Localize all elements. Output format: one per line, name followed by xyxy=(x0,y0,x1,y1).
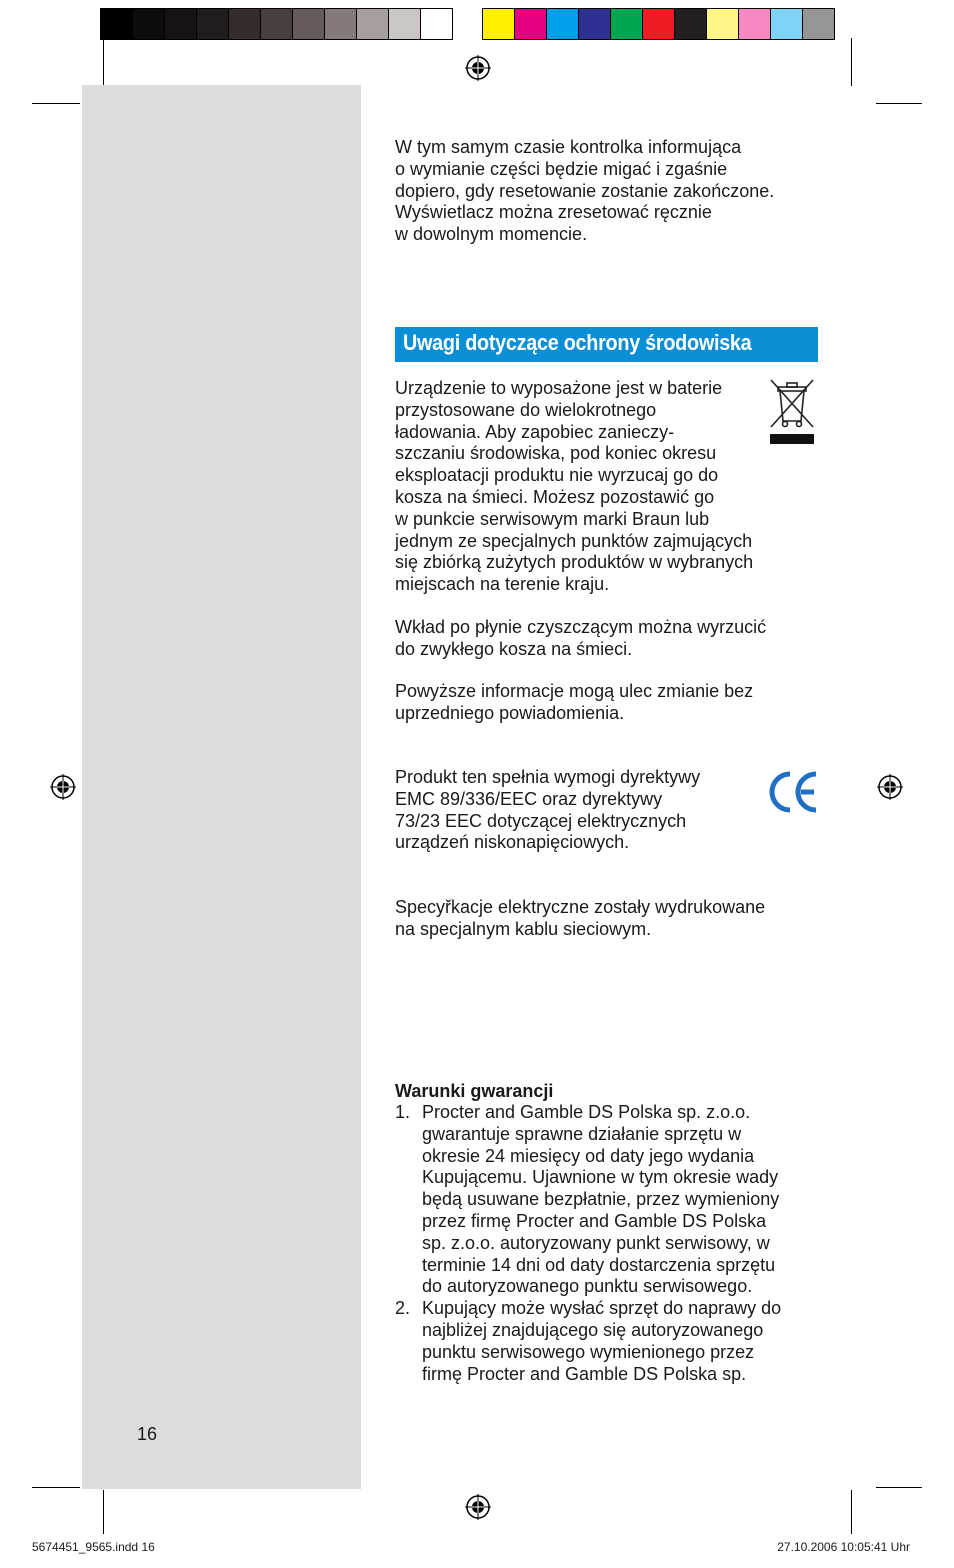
color-swatch xyxy=(706,8,739,40)
section-heading-text: Uwagi dotyczące ochrony środowiska xyxy=(403,330,752,355)
section-heading-environment xyxy=(395,327,818,362)
text-line: przez firmę Procter and Gamble DS Polska xyxy=(422,1210,767,1231)
text-line: do zwykłego kosza na śmieci. xyxy=(395,638,633,659)
color-swatch xyxy=(260,8,293,40)
warranty-list xyxy=(395,1102,825,1385)
crop-mark xyxy=(32,103,80,104)
environment-paragraph-1 xyxy=(395,378,753,596)
text-line: Procter and Gamble DS Polska sp. z.o.o. xyxy=(422,1102,751,1122)
registration-mark-icon xyxy=(877,774,903,800)
color-swatch xyxy=(482,8,515,40)
color-swatch xyxy=(514,8,547,40)
ce-paragraph xyxy=(395,767,700,854)
registration-mark-icon xyxy=(50,774,76,800)
registration-mark-icon xyxy=(465,1494,491,1520)
text-line: sp. z.o.o. autoryzowany punkt serwisowy, w xyxy=(422,1232,770,1253)
color-swatch xyxy=(196,8,229,40)
text-line: terminie 14 dni od daty dostarczenia sprzętu xyxy=(422,1254,776,1275)
text-line: Wyświetlacz można zresetować ręcznie xyxy=(395,202,712,223)
footer-file-info: 5674451_9565.indd 16 xyxy=(32,1540,155,1554)
text-line: najbliżej znajdującego się autoryzowanego xyxy=(422,1319,764,1340)
text-line: dopiero, gdy resetowanie zostanie zakończone. xyxy=(395,180,775,201)
crop-mark xyxy=(851,1490,852,1534)
text-line: Kupującemu. Ujawnione w tym okresie wady xyxy=(422,1167,779,1188)
text-line: Kupujący może wysłać sprzęt do naprawy do xyxy=(422,1298,782,1319)
list-item-number: 1. xyxy=(395,1102,411,1122)
text-line: 73/23 EEC dotyczącej elektrycznych xyxy=(395,810,687,831)
text-line: punktu serwisowego wymienionego przez xyxy=(422,1341,755,1362)
text-line: się zbiórką zużytych produktów w wybranych xyxy=(395,552,754,573)
text-line: firmę Procter and Gamble DS Polska sp. xyxy=(422,1363,747,1384)
list-item xyxy=(395,1102,825,1298)
color-swatch xyxy=(610,8,643,40)
spec-paragraph xyxy=(395,897,765,941)
color-swatch xyxy=(388,8,421,40)
color-swatch xyxy=(674,8,707,40)
text-line: gwarantuje sprawne działanie sprzętu w xyxy=(422,1123,742,1144)
color-swatch xyxy=(356,8,389,40)
text-line: miejscach na terenie kraju. xyxy=(395,574,610,595)
color-swatch xyxy=(292,8,325,40)
text-line: okresie 24 miesięcy od daty jego wydania xyxy=(422,1145,755,1166)
color-swatch xyxy=(578,8,611,40)
gray-margin-panel xyxy=(82,85,361,1489)
color-swatch xyxy=(420,8,453,40)
text-line: ładowania. Aby zapobiec zanieczy- xyxy=(395,421,675,442)
text-line: o wymianie części będzie migać i zgaśnie xyxy=(395,158,728,179)
text-line: szczaniu środowiska, pod koniec okresu xyxy=(395,443,717,464)
text-line: Specyřkacje elektryczne zostały wydrukowane xyxy=(395,897,766,917)
crop-mark xyxy=(851,38,852,86)
process-color-bar xyxy=(482,8,834,42)
text-line: uprzedniego powiadomienia. xyxy=(395,702,625,723)
text-line: na specjalnym kablu sieciowym. xyxy=(395,918,652,939)
text-line: będą usuwane bezpłatnie, przez wymieniony xyxy=(422,1189,780,1210)
color-swatch xyxy=(802,8,835,40)
text-line: Wkład po płynie czyszczącym można wyrzucić xyxy=(395,617,767,637)
page-number: 16 xyxy=(137,1424,158,1444)
color-swatch xyxy=(324,8,357,40)
text-line: Urządzenie to wyposażone jest w baterie xyxy=(395,378,723,398)
text-line: Powyższe informacje mogą ulec zmianie bez xyxy=(395,681,754,701)
crossed-bin-icon xyxy=(768,377,816,447)
color-swatch xyxy=(100,8,133,40)
environment-paragraph-3 xyxy=(395,681,753,725)
color-swatch xyxy=(546,8,579,40)
crop-mark xyxy=(876,103,922,104)
text-line: W tym samym czasie kontrolka informująca xyxy=(395,137,742,157)
text-line: EMC 89/336/EEC oraz dyrektywy xyxy=(395,788,663,809)
warranty-title: Warunki gwarancji xyxy=(395,1081,554,1101)
crop-mark xyxy=(876,1487,922,1488)
text-line: w dowolnym momencie. xyxy=(395,224,588,245)
color-swatch xyxy=(164,8,197,40)
text-line: do autoryzowanego punktu serwisowego. xyxy=(422,1276,753,1297)
registration-mark-icon xyxy=(465,55,491,81)
text-line: urządzeń niskonapięciowych. xyxy=(395,832,630,853)
color-swatch xyxy=(770,8,803,40)
text-line: przystosowane do wielokrotnego xyxy=(395,399,657,420)
ce-mark-icon xyxy=(768,770,820,814)
text-line: Produkt ten spełnia wymogi dyrektywy xyxy=(395,767,701,787)
footer-timestamp: 27.10.2006 10:05:41 Uhr xyxy=(777,1540,910,1554)
color-swatch xyxy=(132,8,165,40)
gray-color-bar xyxy=(100,8,452,42)
color-swatch xyxy=(642,8,675,40)
list-item xyxy=(395,1298,825,1385)
text-line: kosza na śmieci. Możesz pozostawić go xyxy=(395,486,715,507)
list-item-number: 2. xyxy=(395,1298,411,1319)
crop-mark xyxy=(103,1490,104,1534)
color-swatch xyxy=(738,8,771,40)
crop-mark xyxy=(32,1487,80,1488)
environment-paragraph-2 xyxy=(395,617,766,661)
crop-mark xyxy=(103,38,104,86)
text-line: eksploatacji produktu nie wyrzucaj go do xyxy=(395,465,719,486)
text-line: w punkcie serwisowym marki Braun lub xyxy=(395,508,710,529)
intro-paragraph xyxy=(395,137,774,246)
color-swatch xyxy=(228,8,261,40)
text-line: jednym ze specjalnych punktów zajmujących xyxy=(395,530,753,551)
